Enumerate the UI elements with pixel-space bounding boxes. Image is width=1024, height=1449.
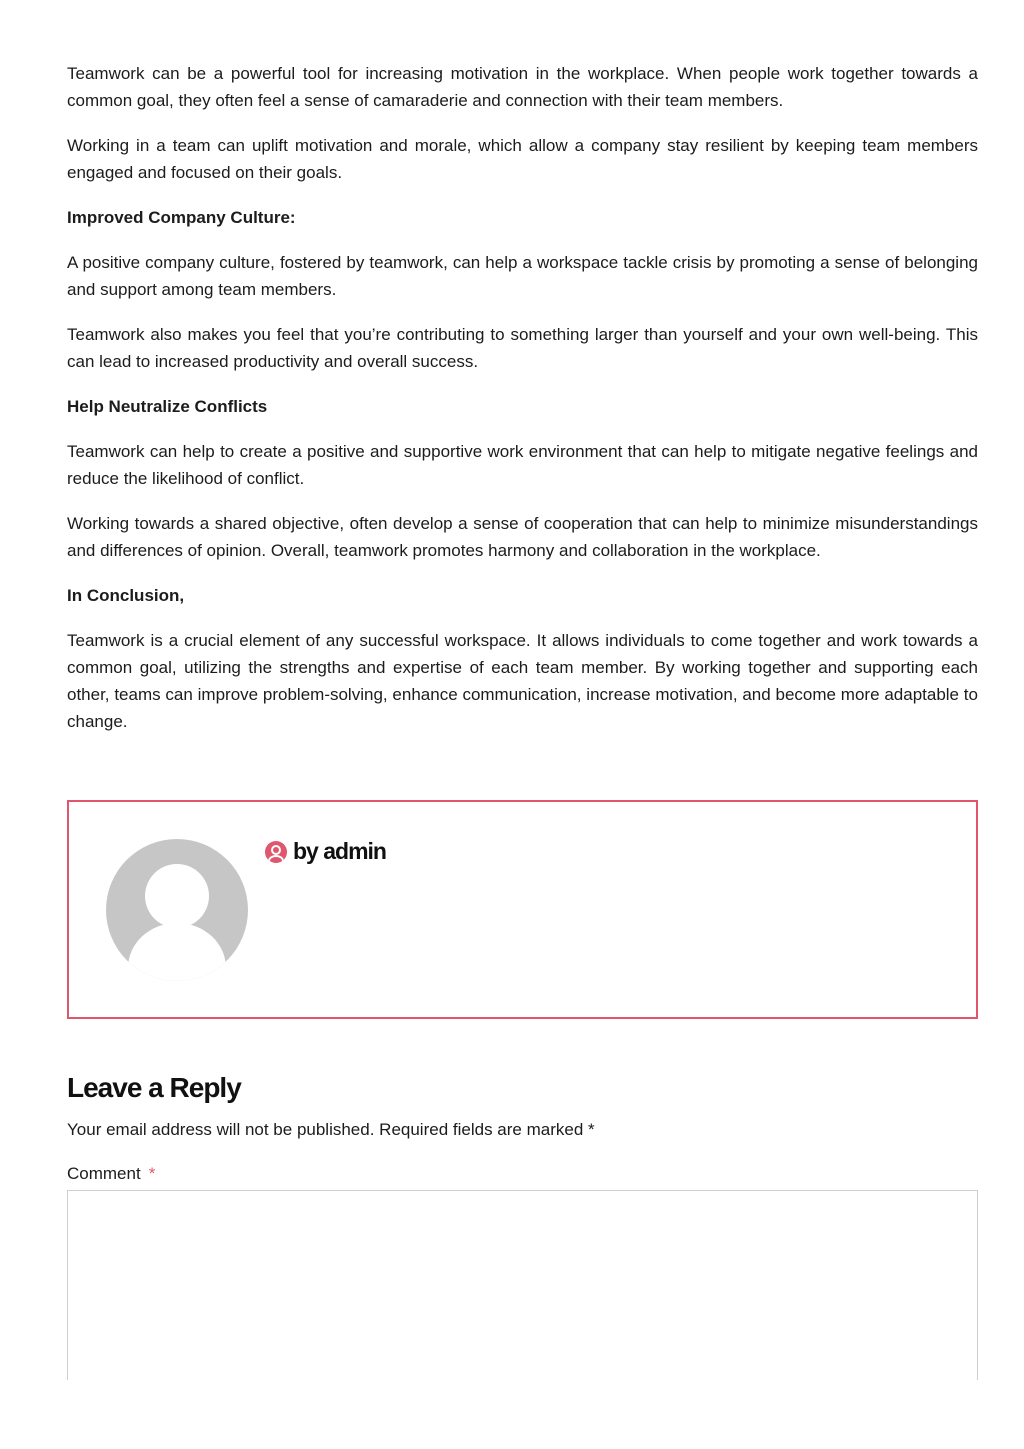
reply-section: [67, 1070, 978, 1380]
author-link[interactable]: [265, 838, 386, 865]
author-box: [67, 800, 978, 1019]
article-paragraph: Teamwork also makes you feel that you’re contributing to something larger than yourself and your own well-being. This can lead to increased productivity and overall success.: [67, 325, 978, 371]
article-paragraph: Teamwork can be a powerful tool for increasing motivation in the workplace. When people work together towards a common goal, they often feel a sense of camaraderie and connection with their team members.: [67, 64, 978, 110]
section-heading: Improved Company Culture:: [67, 208, 296, 227]
reply-note: Your email address will not be published. Required fields are marked *: [67, 1120, 595, 1139]
comment-label-text: Comment: [67, 1164, 141, 1183]
section-heading: Help Neutralize Conflicts: [67, 397, 268, 416]
default-avatar-icon: [106, 839, 248, 981]
comment-textarea[interactable]: [67, 1190, 978, 1380]
article-body: [67, 60, 978, 753]
article-paragraph: Teamwork can help to create a positive and supportive work environment that can help to mitigate negative feelings and reduce the likelihood of conflict.: [67, 442, 978, 488]
article-paragraph: Teamwork is a crucial element of any successful workspace. It allows individuals to come together and work towards a common goal, utilizing the strengths and expertise of each team member. By working together and supporting each other, teams can improve problem-solving, enhance communication, increase motivation, and become more adaptable to change.: [67, 631, 978, 731]
user-circle-icon: [265, 841, 287, 863]
reply-title: Leave a Reply: [67, 1072, 241, 1103]
required-star: *: [148, 1164, 156, 1183]
article-paragraph: A positive company culture, fostered by teamwork, can help a workspace tackle crisis by promoting a sense of belonging and support among team members.: [67, 253, 978, 299]
section-heading: In Conclusion,: [67, 586, 185, 605]
article-paragraph: Working towards a shared objective, often develop a sense of cooperation that can help to minimize misunderstandings and differences of opinion. Overall, teamwork promotes harmony and collaboration in the workplace.: [67, 514, 978, 560]
author-name[interactable]: by admin: [293, 838, 386, 864]
article-paragraph: Working in a team can uplift motivation and morale, which allow a company stay resilient by keeping team members engaged and focused on their goals.: [67, 136, 978, 182]
comment-label: [67, 1164, 978, 1184]
